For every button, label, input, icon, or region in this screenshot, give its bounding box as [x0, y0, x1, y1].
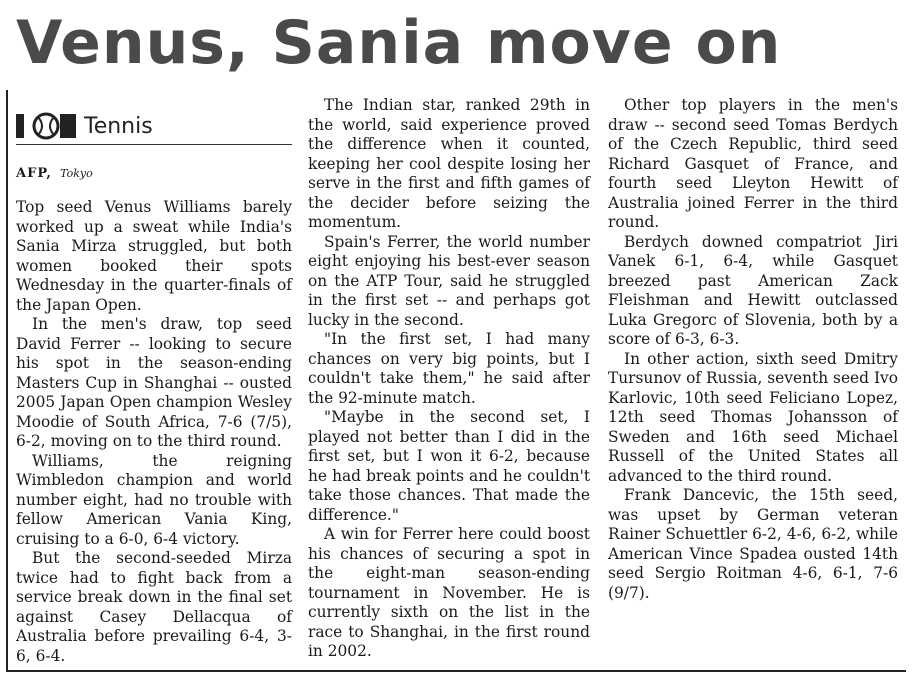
headline: Venus, Sania move on [16, 8, 782, 78]
paragraph: Other top players in the men's draw -- second seed Tomas Berdych of the Czech Republic, third seed Richard Gasquet of France, and fourth seed Lleyton Hewitt of Australia joined Ferrer in the third round. [608, 96, 898, 231]
column-2 [308, 96, 590, 662]
paragraph: In other action, sixth seed Dmitry Tursunov of Russia, seventh seed Ivo Karlovic, 10th seed Feliciano Lopez, 12th seed Thomas Johansson of Sweden and 16th seed Michael Russell of the United States all advanced to the third round. [608, 349, 898, 485]
column-1 [16, 198, 292, 666]
paragraph: "Maybe in the second set, I played not better than I did in the first set, but I won it 6-2, because he had break points and he couldn't take those chances. That made the difference." [308, 408, 590, 524]
paragraph: The Indian star, ranked 29th in the world, said experience proved the difference when it counted, keeping her cool despite losing her serve in the first and fifth games of the decider before seizing the momentum. [308, 96, 590, 231]
paragraph: Berdych downed compatriot Jiri Vanek 6-1, 6-4, while Gasquet breezed past American Zack Fleishman and Hewitt outclassed Luka Gregorc of Slovenia, both by a score of 6-3, 6-3. [608, 232, 898, 348]
paragraph: In the men's draw, top seed David Ferrer -- looking to secure his spot in the season-ending Masters Cup in Shanghai -- ousted 2005 Japan Open champion Wesley Moodie of South Africa, 7-6 (7/5), 6-2, moving on to the third round. [16, 315, 292, 450]
section-label: Tennis [84, 113, 153, 139]
paragraph: Top seed Venus Williams barely worked up a sweat while India's Sania Mirza struggled, but both women booked their spots Wednesday in the quarter-finals of the Japan Open. [16, 198, 292, 314]
section-header [16, 112, 292, 145]
paragraph: "In the first set, I had many chances on very big points, but I couldn't take them," he said after the 92-minute match. [308, 330, 590, 407]
byline [16, 166, 93, 181]
byline-place: Tokyo [60, 167, 93, 180]
paragraph: Williams, the reigning Wimbledon champion and world number eight, had no trouble with fellow American Vania King, cruising to a 6-0, 6-4 victory. [16, 451, 292, 548]
paragraph: Frank Dancevic, the 15th seed, was upset by German veteran Rainer Schuettler 6-2, 4-6, 6-2, while American Vince Spadea ousted 14th seed Sergio Roitman 4-6, 6-1, 7-6 (9/7). [608, 486, 898, 602]
paragraph: A win for Ferrer here could boost his chances of securing a spot in the eight-man season-ending tournament in November. He is currently sixth on the list in the race to Shanghai, in the first round in 2002. [308, 525, 590, 660]
paragraph: But the second-seeded Mirza twice had to fight back from a service break down in the final set against Casey Dellacqua of Australia before prevailing 6-4, 3-6, 6-4. [16, 549, 292, 665]
tennis-ball-icon [16, 112, 76, 140]
byline-agency: AFP, [16, 166, 52, 181]
paragraph: Spain's Ferrer, the world number eight enjoying his best-ever season on the ATP Tour, said he struggled in the first set -- and perhaps got lucky in the second. [308, 232, 590, 329]
column-3 [608, 96, 898, 603]
